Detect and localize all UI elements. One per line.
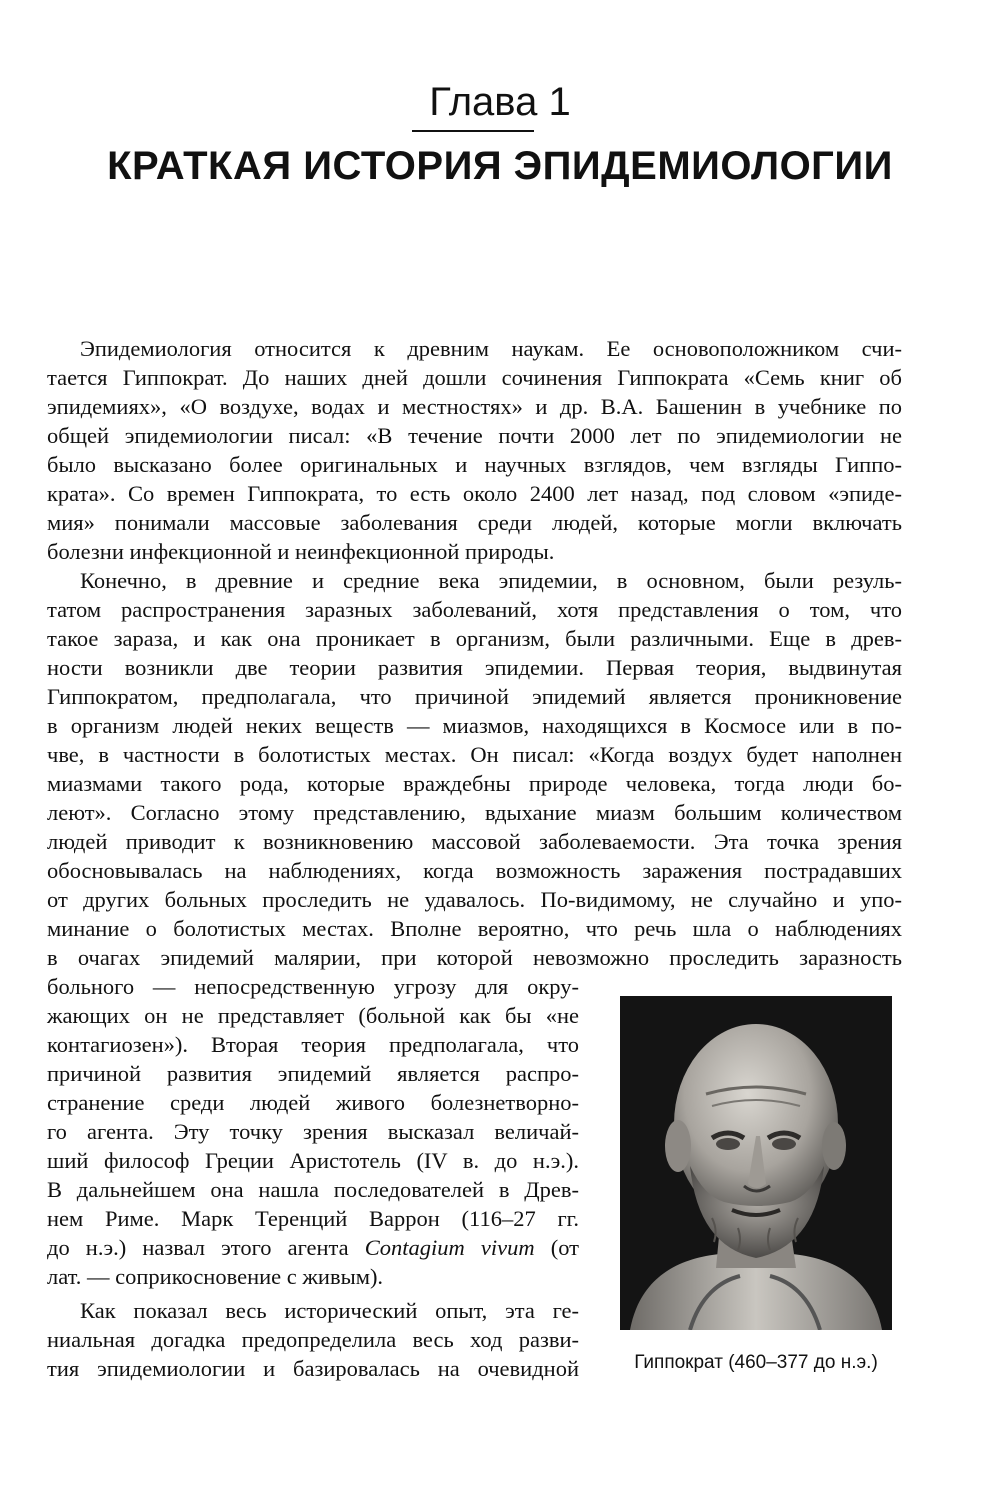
text-line: лат. — соприкосновение с живым).: [47, 1264, 384, 1289]
text-line: ниальная догадка предопределила весь ход разви-: [47, 1327, 579, 1352]
text-run: (от: [534, 1235, 579, 1260]
text-line: эпидемиях», «О воздухе, водах и местностях» и др. В.А. Башенин в учебнике по: [47, 394, 902, 419]
text-line: жающих он не представляет (больной как бы «не: [47, 1003, 579, 1028]
text-line: леют». Согласно этому представлению, вдыхание миазм большим количеством: [47, 800, 902, 825]
text-line: странение среди людей живого болезнетворно-: [47, 1090, 579, 1115]
text-line: в организм людей неких веществ — миазмов, находящихся в Космосе или в по-: [47, 713, 902, 738]
text-line: обосновывалась на наблюдениях, когда возможность заражения пострадавших: [47, 858, 902, 883]
text-line: контагиозен»). Вторая теория предполагала, что: [47, 1032, 579, 1057]
latin-term: Contagium vivum: [364, 1235, 535, 1260]
text-line: нем Риме. Марк Теренций Варрон (116–27 гг.: [47, 1206, 579, 1231]
text-line: Гиппократом, предполагала, что причиной эпидемий является проникновение: [47, 684, 902, 709]
text-line: было высказано более оригинальных и научных взглядов, чем взгляды Гиппо-: [47, 452, 902, 477]
hippocrates-bust-photo: [620, 996, 892, 1330]
text-line: людей приводит к возникновению массовой заболеваемости. Эта точка зрения: [47, 829, 902, 854]
text-line: в очагах эпидемий малярии, при которой невозможно проследить заразность: [47, 945, 902, 970]
text-line: ший философ Греции Аристотель (IV в. до н.э.).: [47, 1148, 579, 1173]
text-line: мия» понимали массовые заболевания среди людей, которые могли включать: [47, 510, 902, 535]
text-line: болезни инфекционной и неинфекционной природы.: [47, 539, 555, 564]
text-line: общей эпидемиологии писал: «В течение почти 2000 лет по эпидемиологии не: [47, 423, 902, 448]
text-line: ности возникли две теории развития эпидемии. Первая теория, выдвинутая: [47, 655, 902, 680]
figure-caption: Гиппократ (460–377 до н.э.): [634, 1352, 878, 1373]
text-line: от других больных проследить не удавалось. По-видимому, не случайно и упо-: [47, 887, 902, 912]
text-line: чве, в частности в болотистых местах. Он писал: «Когда воздух будет наполнен: [47, 742, 902, 767]
text-line: миазмами такого рода, которые враждебны природе человека, тогда люди бо-: [47, 771, 902, 796]
text-line: тается Гиппократ. До наших дней дошли сочинения Гиппократа «Семь книг об: [47, 365, 902, 390]
text-line: Как показал весь исторический опыт, эта ге-: [80, 1298, 579, 1323]
text-line: минание о болотистых местах. Вполне вероятно, что речь шла о наблюдениях: [47, 916, 902, 941]
text-run: до н.э.) назвал этого агента: [47, 1235, 365, 1260]
text-line: тия эпидемиологии и базировалась на очевидной: [47, 1356, 579, 1381]
text-line: такое зараза, и как она проникает в организм, были различными. Еще в древ-: [47, 626, 902, 651]
text-line: татом распространения заразных заболеваний, хотя представления о том, что: [47, 597, 902, 622]
text-line: го агента. Эту точку зрения высказал величай-: [47, 1119, 579, 1144]
text-line: В дальнейшем она нашла последователей в Древ-: [47, 1177, 579, 1202]
text-line: Конечно, в древние и средние века эпидемии, в основном, были резуль-: [80, 568, 902, 593]
text-line-italic-term: [47, 1233, 579, 1262]
chapter-title: КРАТКАЯ ИСТОРИЯ ЭПИДЕМИОЛОГИИ: [107, 144, 893, 188]
text-line: причиной развития эпидемий является распро-: [47, 1061, 579, 1086]
bust-illustration: [620, 996, 892, 1330]
text-line: Эпидемиология относится к древним наукам. Ее основоположником счи-: [80, 336, 902, 361]
chapter-label: Глава 1: [429, 80, 571, 124]
text-line: крата». Со времен Гиппократа, то есть около 2400 лет назад, под словом «эпиде-: [47, 481, 902, 506]
text-line: больного — непосредственную угрозу для окру-: [47, 974, 579, 999]
chapter-rule: [412, 130, 534, 132]
